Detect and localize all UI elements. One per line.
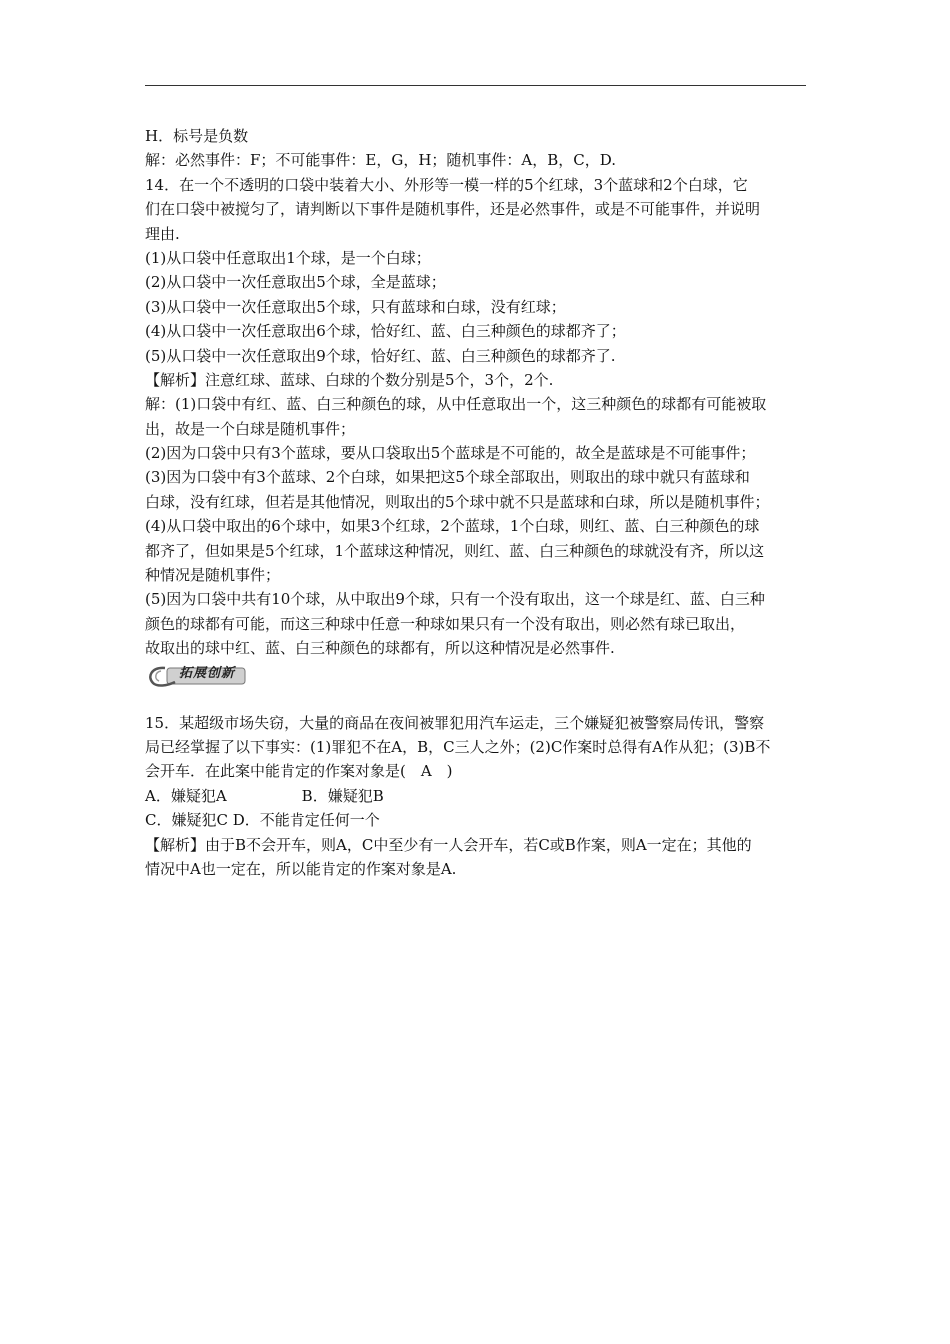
text-line: (5)从口袋中一次任意取出9个球，恰好红、蓝、白三种颜色的球都齐了. — [145, 346, 616, 365]
text-line: 14．在一个不透明的口袋中装着大小、外形等一模一样的5个红球，3个蓝球和2个白球，它 — [145, 175, 748, 194]
banner-label: 拓展创新 — [179, 665, 236, 681]
text-line: C．嫌疑犯C D．不能肯定任何一个 — [145, 811, 380, 830]
text-line: 会开车．在此案中能肯定的作案对象是( A ) — [145, 762, 453, 781]
text-line: (4)从口袋中取出的6个球中，如果3个红球，2个蓝球，1个白球，则红、蓝、白三种颜色的球 — [145, 517, 760, 536]
text-line: 颜色的球都有可能，而这三种球中任意一种球如果只有一个没有取出，则必然有球已取出， — [145, 614, 746, 633]
header-rule — [145, 85, 806, 86]
text-line: H．标号是负数 — [145, 127, 249, 145]
text-line: 白球，没有红球，但若是其他情况，则取出的5个球中就不只是蓝球和白球，所以是随机事件； — [145, 492, 770, 511]
text-line: (4)从口袋中一次任意取出6个球，恰好红、蓝、白三种颜色的球都齐了； — [145, 322, 626, 341]
text-line: (1)从口袋中任意取出1个球，是一个白球； — [145, 248, 431, 267]
text-line: 故取出的球中红、蓝、白三种颜色的球都有，所以这种情况是必然事件. — [145, 639, 615, 658]
text-line: 种情况是随机事件； — [145, 566, 281, 585]
text-line: (3)从口袋中一次任意取出5个球，只有蓝球和白球，没有红球； — [145, 297, 566, 316]
section-banner — [145, 663, 813, 687]
text-line: (2)从口袋中一次任意取出5个球，全是蓝球； — [145, 273, 446, 292]
text-line: 理由. — [145, 224, 180, 243]
text-line: 局已经掌握了以下事实：(1)罪犯不在A，B，C三人之外；(2)C作案时总得有A作从犯；(3)B不 — [145, 737, 771, 756]
text-line: 解：必然事件：F；不可能事件：E，G，H；随机事件：A，B，C，D. — [145, 151, 617, 170]
text-line: (5)因为口袋中共有10个球，从中取出9个球，只有一个没有取出，这一个球是红、蓝、白三种 — [145, 590, 765, 609]
text-line: (2)因为口袋中只有3个蓝球，要从口袋取出5个蓝球是不可能的，故全是蓝球是不可能事件； — [145, 444, 756, 463]
text-line: 【解析】由于B不会开车，则A，C中至少有一人会开车，若C或B作案，则A一定在；其他的 — [145, 835, 752, 854]
text-line: 们在口袋中被搅匀了，请判断以下事件是随机事件，还是必然事件，或是不可能事件，并说明 — [145, 200, 761, 219]
text-line: 15．某超级市场失窃，大量的商品在夜间被罪犯用汽车运走，三个嫌疑犯被警察局传讯，警察 — [145, 713, 765, 732]
text-line: 情况中A也一定在，所以能肯定的作案对象是A. — [145, 859, 457, 878]
text-line: (3)因为口袋中有3个蓝球、2个白球，如果把这5个球全部取出，则取出的球中就只有蓝球和 — [145, 468, 750, 487]
text-line: 都齐了，但如果是5个红球，1个蓝球这种情况，则红、蓝、白三种颜色的球就没有齐，所以这 — [145, 541, 765, 560]
text-line: 解：(1)口袋中有红、蓝、白三种颜色的球，从中任意取出一个，这三种颜色的球都有可能被取 — [145, 395, 767, 414]
text-line: A．嫌疑犯A B．嫌疑犯B — [145, 786, 384, 805]
text-line: 出，故是一个白球是随机事件； — [145, 419, 356, 438]
document-body — [145, 124, 813, 881]
text-line: 【解析】注意红球、蓝球、白球的个数分别是5个，3个，2个. — [145, 370, 554, 389]
